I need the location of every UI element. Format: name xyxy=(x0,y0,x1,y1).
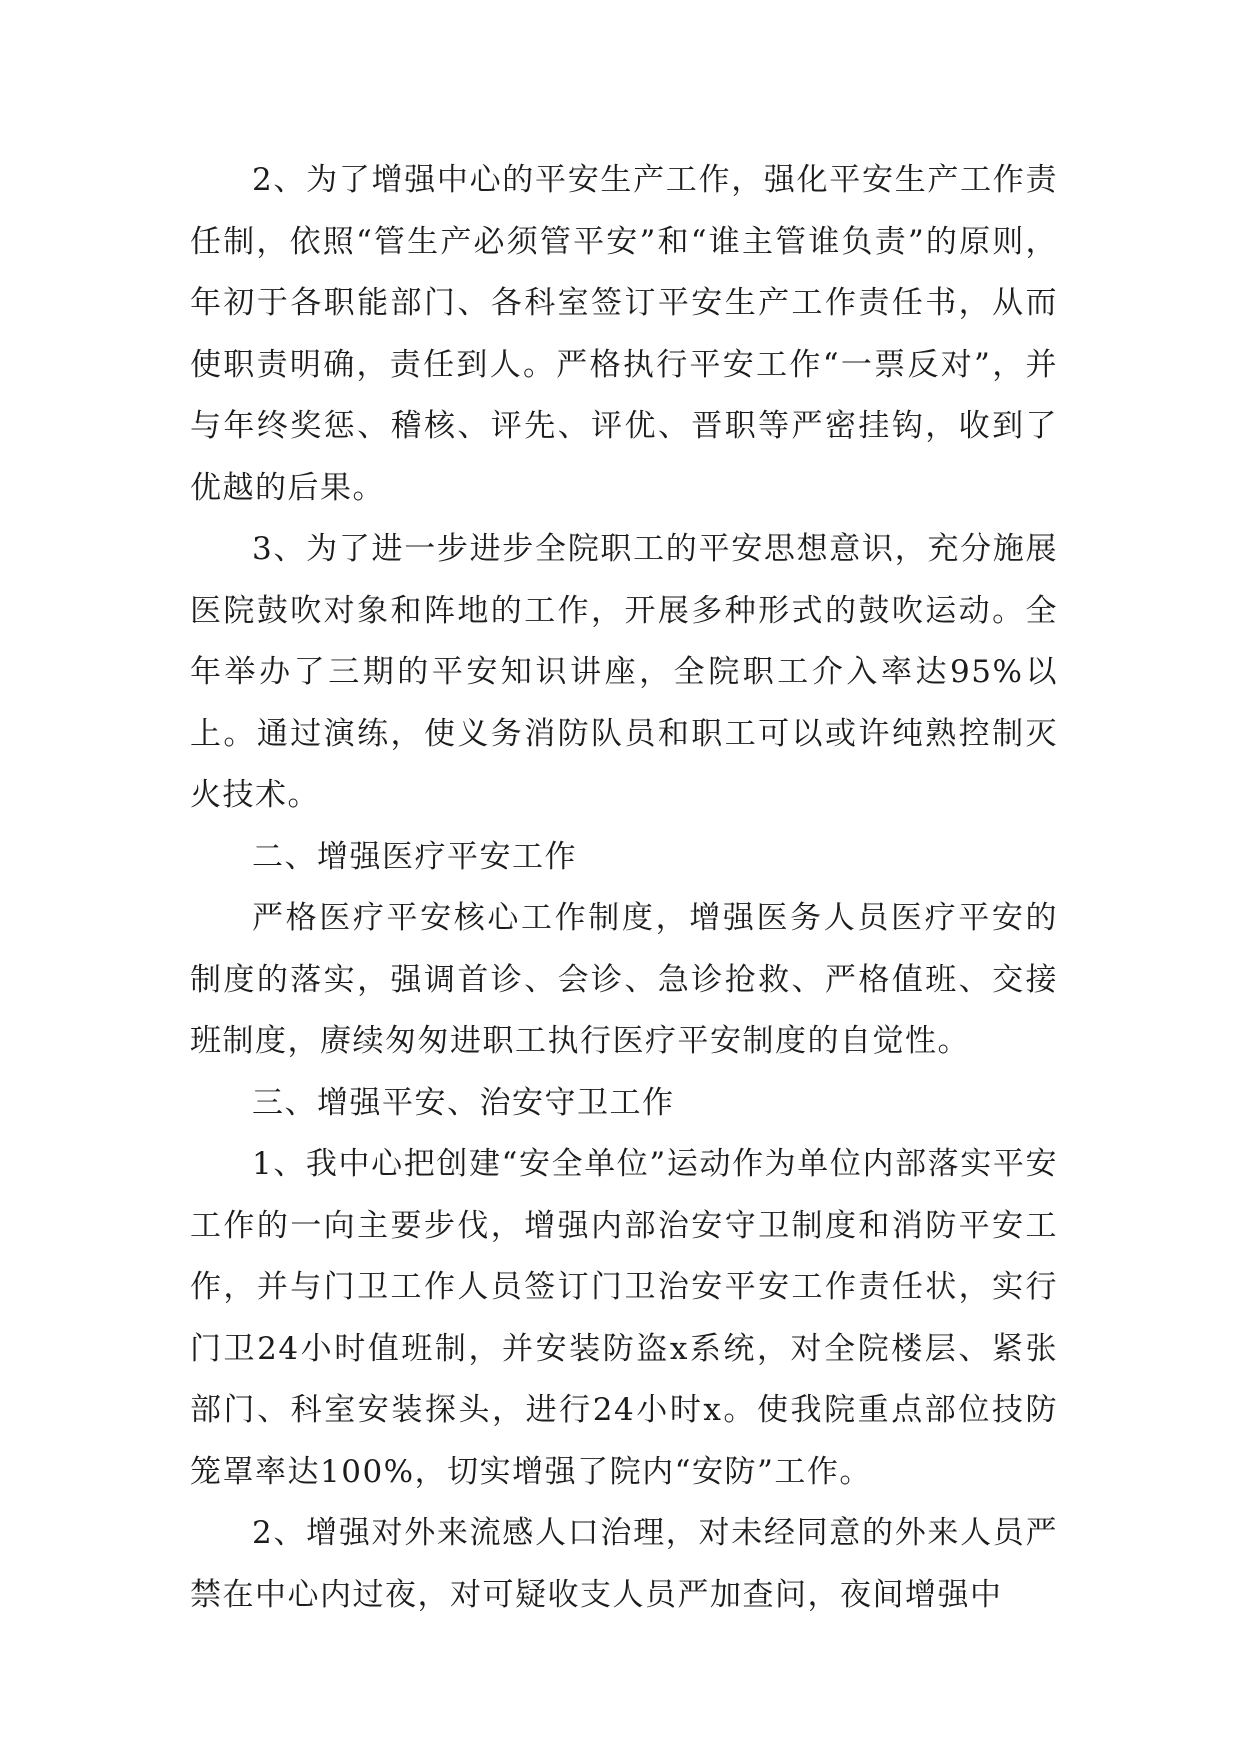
section-heading-medical-safety: 二、增强医疗平安工作 xyxy=(252,838,577,875)
paragraph-safe-unit-campaign: 1、我中心把创建“安全单位”运动作为单位内部落实平安工作的一向主要步伐，增强内部治安守卫制度和消防平安工作，并与门卫工作人员签订门卫治安平安工作责任状，实行门卫24小时值班制，并安装防盗x系统，对全院楼层、紧张部门、科室安装探头，进行24小时x。使我院重点部位技防笼罩率达100%，切实增强了院内“安防”工作。 xyxy=(190,1146,1058,1490)
section-heading-security-guard: 三、增强平安、治安守卫工作 xyxy=(252,1084,675,1121)
document-body xyxy=(190,150,1058,1626)
paragraph-safety-awareness: 3、为了进一步进步全院职工的平安思想意识，充分施展医院鼓吹对象和阵地的工作，开展多种形式的鼓吹运动。全年举办了三期的平安知识讲座，全院职工介入率达95%以上。通过演练，使义务消防队员和职工可以或许纯熟控制灭火技术。 xyxy=(190,531,1058,813)
paragraph-responsibility-system: 2、为了增强中心的平安生产工作，强化平安生产工作责任制，依照“管生产必须管平安”和“谁主管谁负责”的原则，年初于各职能部门、各科室签订平安生产工作责任书，从而使职责明确，责任到人。严格执行平安工作“一票反对”，并与年终奖惩、稽核、评先、评优、晋职等严密挂钩，收到了优越的后果。 xyxy=(190,162,1058,506)
paragraph-visitor-management: 2、增强对外来流感人口治理，对未经同意的外来人员严禁在中心内过夜，对可疑收支人员严加查问，夜间增强中 xyxy=(190,1515,1058,1613)
paragraph-medical-safety-system: 严格医疗平安核心工作制度，增强医务人员医疗平安的制度的落实，强调首诊、会诊、急诊抢救、严格值班、交接班制度，赓续匆匆进职工执行医疗平安制度的自觉性。 xyxy=(190,900,1058,1059)
